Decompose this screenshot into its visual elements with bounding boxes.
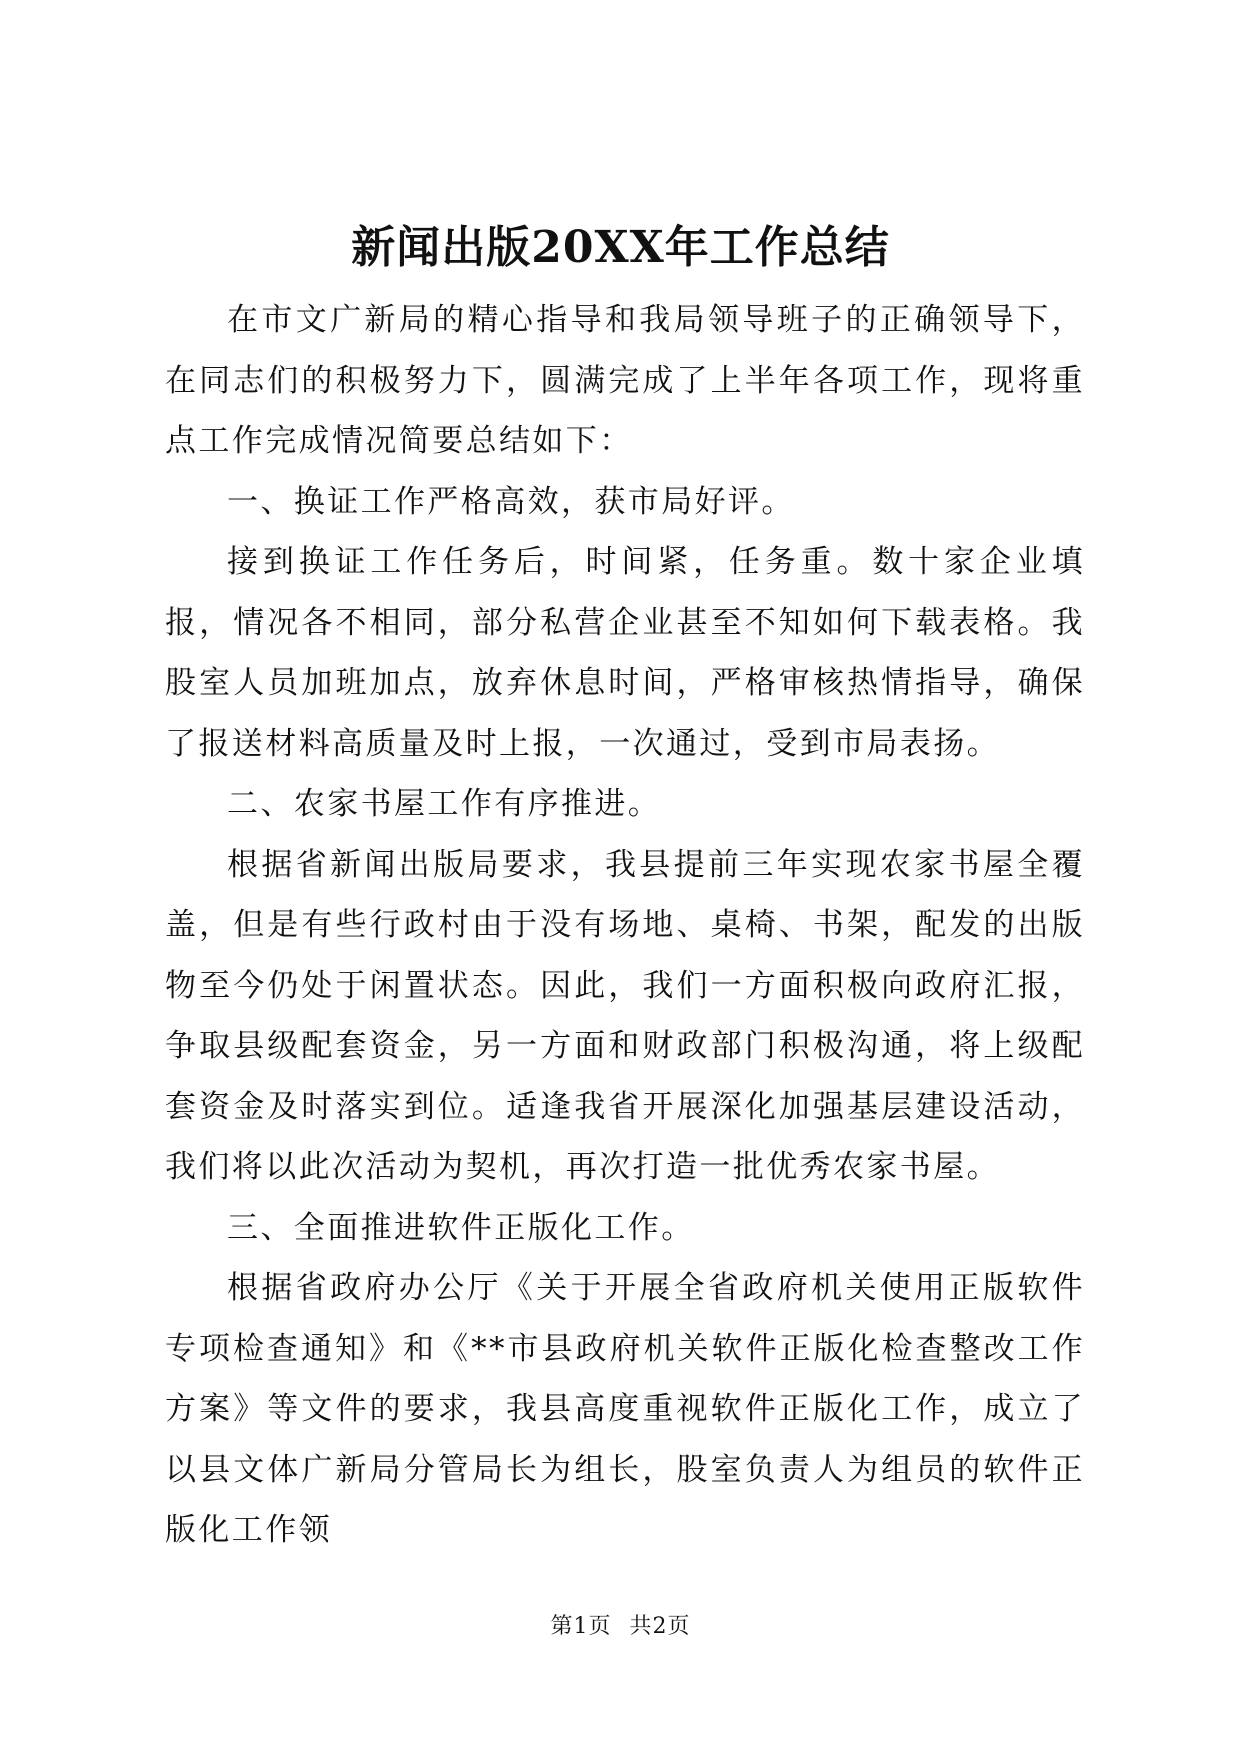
section-2-paragraph: 根据省新闻出版局要求，我县提前三年实现农家书屋全覆盖，但是有些行政村由于没有场地、桌椅、书架，配发的出版物至今仍处于闲置状态。因此，我们一方面积极向政府汇报，争取县级配套资金，另一方面和财政部门积极沟通，将上级配套资金及时落实到位。适逢我省开展深化加强基层建设活动，我们将以此次活动为契机，再次打造一批优秀农家书屋。 [165,846,1085,1185]
section-2-heading: 二、农家书屋工作有序推进。 [227,786,662,822]
page-number: 第1页 [550,1614,612,1639]
section-3-paragraph: 根据省政府办公厅《关于开展全省政府机关使用正版软件专项检查通知》和《**市县政府机关软件正版化检查整改工作方案》等文件的要求，我县高度重视软件正版化工作，成立了以县文体广新局分管局长为组长，股室负责人为组员的软件正版化工作领 [165,1270,1085,1548]
page-footer [0,1612,1241,1642]
page-total: 共2页 [629,1614,691,1639]
section-3-heading: 三、全面推进软件正版化工作。 [227,1209,695,1246]
section-1-heading: 一、换证工作严格高效，获市局好评。 [227,483,795,520]
document-body [165,290,1085,1561]
document-title: 新闻出版20XX年工作总结 [351,222,890,273]
section-1-paragraph: 接到换证工作任务后，时间紧，任务重。数十家企业填报，情况各不相同，部分私营企业甚至不知如何下载表格。我股室人员加班加点，放弃休息时间，严格审核热情指导，确保了报送材料高质量及时上报，一次通过，受到市局表扬。 [165,544,1085,762]
intro-paragraph: 在市文广新局的精心指导和我局领导班子的正确领导下，在同志们的积极努力下，圆满完成了上半年各项工作，现将重点工作完成情况简要总结如下： [165,302,1085,459]
